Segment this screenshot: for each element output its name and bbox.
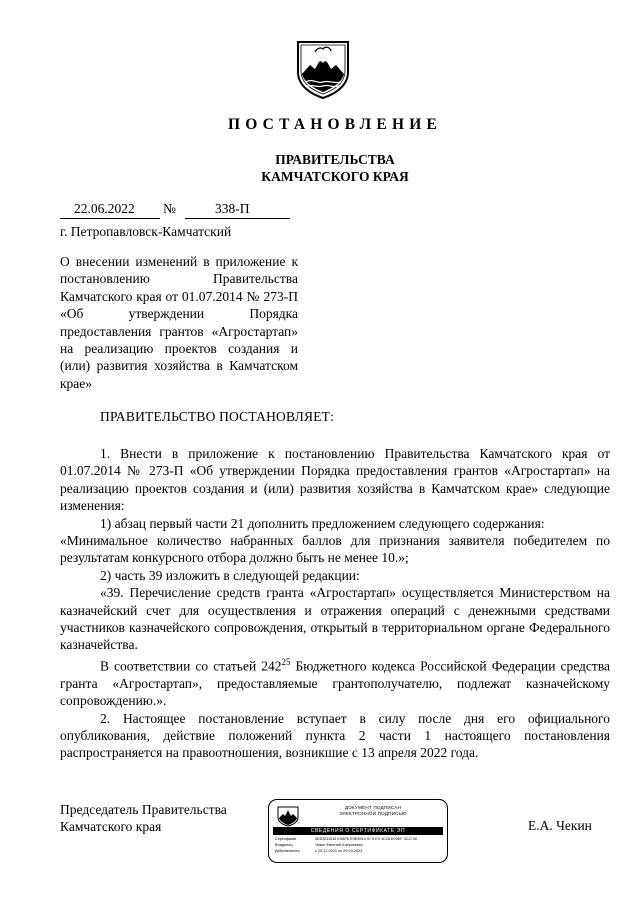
number-sign: № [163, 201, 176, 216]
paragraph-1-2: 2) часть 39 изложить в следующей редакции: [100, 567, 360, 583]
document-body [60, 445, 610, 762]
stamp-owner-label: Владелец [275, 843, 293, 847]
electronic-signature-stamp [268, 799, 448, 863]
coat-of-arms-icon [295, 38, 351, 100]
new-part-39: «39. Перечисление средств гранта «Агростартап» осуществляется Министерством на казначейский счет для осуществления и отражения операций с денежными средствами участников казначейского сопровождения, открытый в территориальном органе Федерального казначейства. [60, 585, 610, 653]
stamp-cert-label: Сертификат [275, 837, 297, 841]
stamp-owner-row [275, 843, 363, 848]
number-underline [185, 218, 290, 219]
stamp-valid-label: Действителен [275, 849, 300, 853]
signatory-title [60, 801, 227, 836]
document-title: ПОСТАНОВЛЕНИЕ [227, 116, 443, 133]
budget-text-post: Бюджетного кодекса Российской Федерации средства гранта «Агростартап», предоставляемые грантополучателю, подлежат казначейскому сопровождению.». [60, 658, 611, 709]
article-superscript: 25 [281, 656, 291, 667]
document-subject: О внесении изменений в приложение к постановлению Правительства Камчатского края от 01.07.2014 № 273-П «Об утверждении Порядка предоставления грантов «Агростартап» на реализацию проектов создания и (или) развития хозяйства в Камчатском крае» [60, 254, 298, 391]
stamp-certificate-bar: СВЕДЕНИЯ О СЕРТИФИКАТЕ ЭП [273, 827, 443, 835]
document-number: 338-П [215, 201, 250, 216]
authority-line-2: КАМЧАТСКОГО КРАЯ [261, 169, 409, 184]
paragraph-2: 2. Настоящее постановление вступает в силу после дня его официального опубликования, действие положений пункта 2 части 1 настоящего постановления распространяется на правоотношения, возникшие с 13 апреля 2022 года. [60, 710, 610, 761]
budget-code-paragraph [60, 654, 610, 710]
stamp-coat-of-arms-icon [277, 805, 299, 827]
stamp-certificate-row [275, 837, 417, 842]
stamp-valid-row [275, 849, 362, 854]
document-date: 22.06.2022 [74, 201, 135, 216]
stamp-header-line-2: ЭЛЕКТРОННОЙ ПОДПИСЬЮ [339, 811, 407, 816]
signatory-name: Е.А. Чекин [528, 818, 592, 833]
signatory-title-line-2: Камчатского края [60, 819, 162, 835]
stamp-header [303, 805, 443, 817]
issuing-authority [0, 151, 640, 185]
paragraph-1: 1. Внести в приложение к постановлению Правительства Камчатского края от 01.07.2014 № 273-П «Об утверждении Порядка предоставления грантов «Агростартап» на реализацию проектов создания и (или) развития хозяйства в Камчатском крае» следующие изменения: [60, 446, 610, 514]
city: г. Петропавловск-Камчатский [60, 224, 232, 239]
budget-text-pre: В соответствии со статьей 242 [100, 658, 282, 674]
paragraph-1-1: 1) абзац первый части 21 дополнить предложением следующего содержания: [100, 515, 545, 531]
stamp-owner-value: Чекин Евгений Алексеевич [315, 843, 363, 847]
decree-phrase: ПРАВИТЕЛЬСТВО ПОСТАНОВЛЯЕТ: [100, 409, 335, 424]
stamp-valid-value: с 29.12.2021 по 29.03.2023 [315, 849, 363, 853]
date-underline [60, 218, 160, 219]
stamp-header-line-1: ДОКУМЕНТ ПОДПИСАН [344, 805, 402, 810]
signatory-title-line-1: Председатель Правительства [60, 802, 227, 817]
stamp-cert-value: 0ED3CD516 E0AF6 E0E5913 97 5 E9 3C18 E09EF 3C2740 [315, 837, 417, 841]
authority-line-1: ПРАВИТЕЛЬСТВА [275, 152, 395, 167]
quoted-addition: «Минимальное количество набранных баллов для признания заявителя победителем по результатам конкурсного отбора должно быть не менее 10.»; [60, 533, 610, 566]
